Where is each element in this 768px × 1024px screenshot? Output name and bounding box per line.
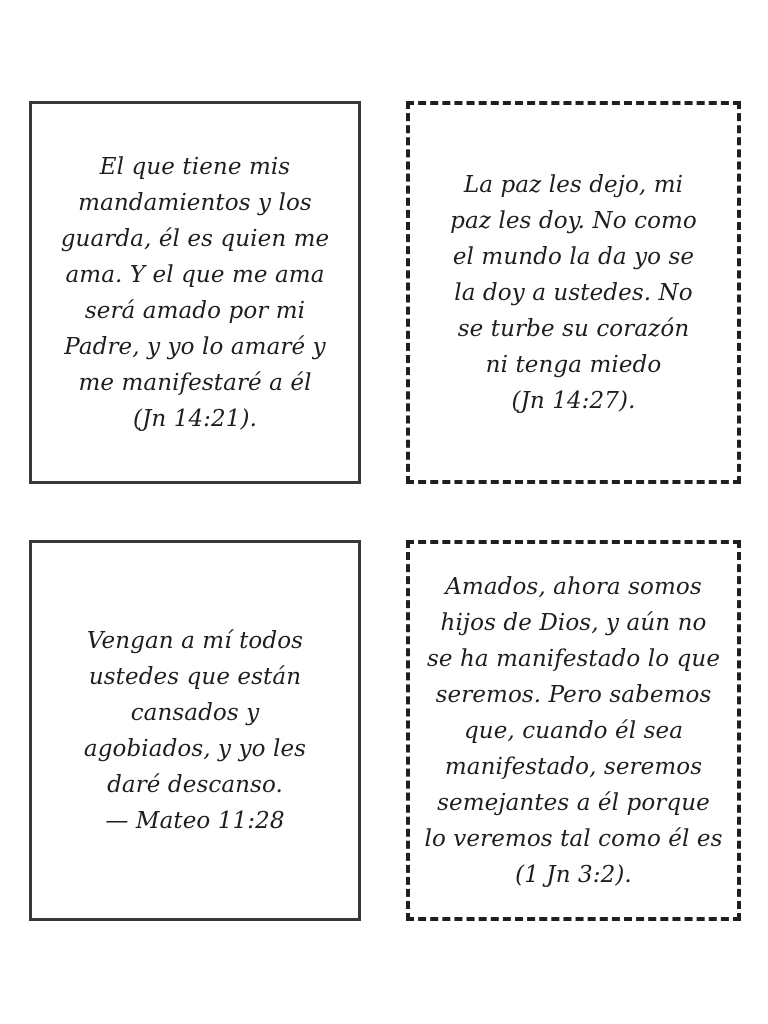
- verse-line: Vengan a mí todos: [86, 627, 304, 654]
- verse-line: paz les doy. No como: [450, 207, 697, 234]
- verse-reference: (Jn 14:21).: [133, 405, 257, 432]
- verse-line: mandamientos y los: [78, 189, 312, 216]
- verse-line: Padre, y yo lo amaré y: [64, 333, 326, 360]
- verse-reference: — Mateo 11:28: [105, 807, 285, 834]
- verse-line: se ha manifestado lo que: [426, 645, 721, 672]
- verse-line: manifestado, seremos: [444, 753, 703, 780]
- verse-line: ni tenga miedo: [485, 351, 662, 378]
- verse-card-jn-14-27: [406, 101, 741, 484]
- verse-line: El que tiene mis: [99, 153, 291, 180]
- verse-line: me manifestaré a él: [78, 369, 312, 396]
- verse-line: hijos de Dios, y aún no: [440, 609, 707, 636]
- verse-card-mateo-11-28: [29, 540, 361, 921]
- verse-text: [450, 167, 697, 419]
- verse-card-jn-14-21: [29, 101, 361, 484]
- verse-line: Amados, ahora somos: [445, 573, 702, 600]
- verse-line: cansados y: [130, 699, 260, 726]
- verse-text: [61, 149, 330, 437]
- verse-line: guarda, él es quien me: [60, 225, 330, 252]
- verse-card-1-jn-3-2: [406, 540, 741, 921]
- verse-text: [424, 569, 722, 893]
- verse-line: lo veremos tal como él es: [424, 825, 723, 852]
- verse-line: el mundo la da yo se: [452, 243, 695, 270]
- verse-line: que, cuando él sea: [463, 717, 684, 744]
- verse-line: ustedes que están: [88, 663, 302, 690]
- verse-line: la doy a ustedes. No: [454, 279, 693, 306]
- verse-line: ama. Y el que me ama: [65, 261, 325, 288]
- verse-reference: (1 Jn 3:2).: [515, 861, 632, 888]
- verse-line: daré descanso.: [107, 771, 283, 798]
- verse-line: La paz les dejo, mi: [463, 171, 684, 198]
- verse-line: será amado por mi: [84, 297, 306, 324]
- verse-line: se turbe su corazón: [457, 315, 690, 342]
- verse-reference: (Jn 14:27).: [511, 387, 636, 414]
- verse-line: semejantes a él porque: [437, 789, 710, 816]
- verse-line: agobiados, y yo les: [83, 735, 307, 762]
- verse-line: seremos. Pero sabemos: [435, 681, 712, 708]
- verse-text: [84, 623, 306, 839]
